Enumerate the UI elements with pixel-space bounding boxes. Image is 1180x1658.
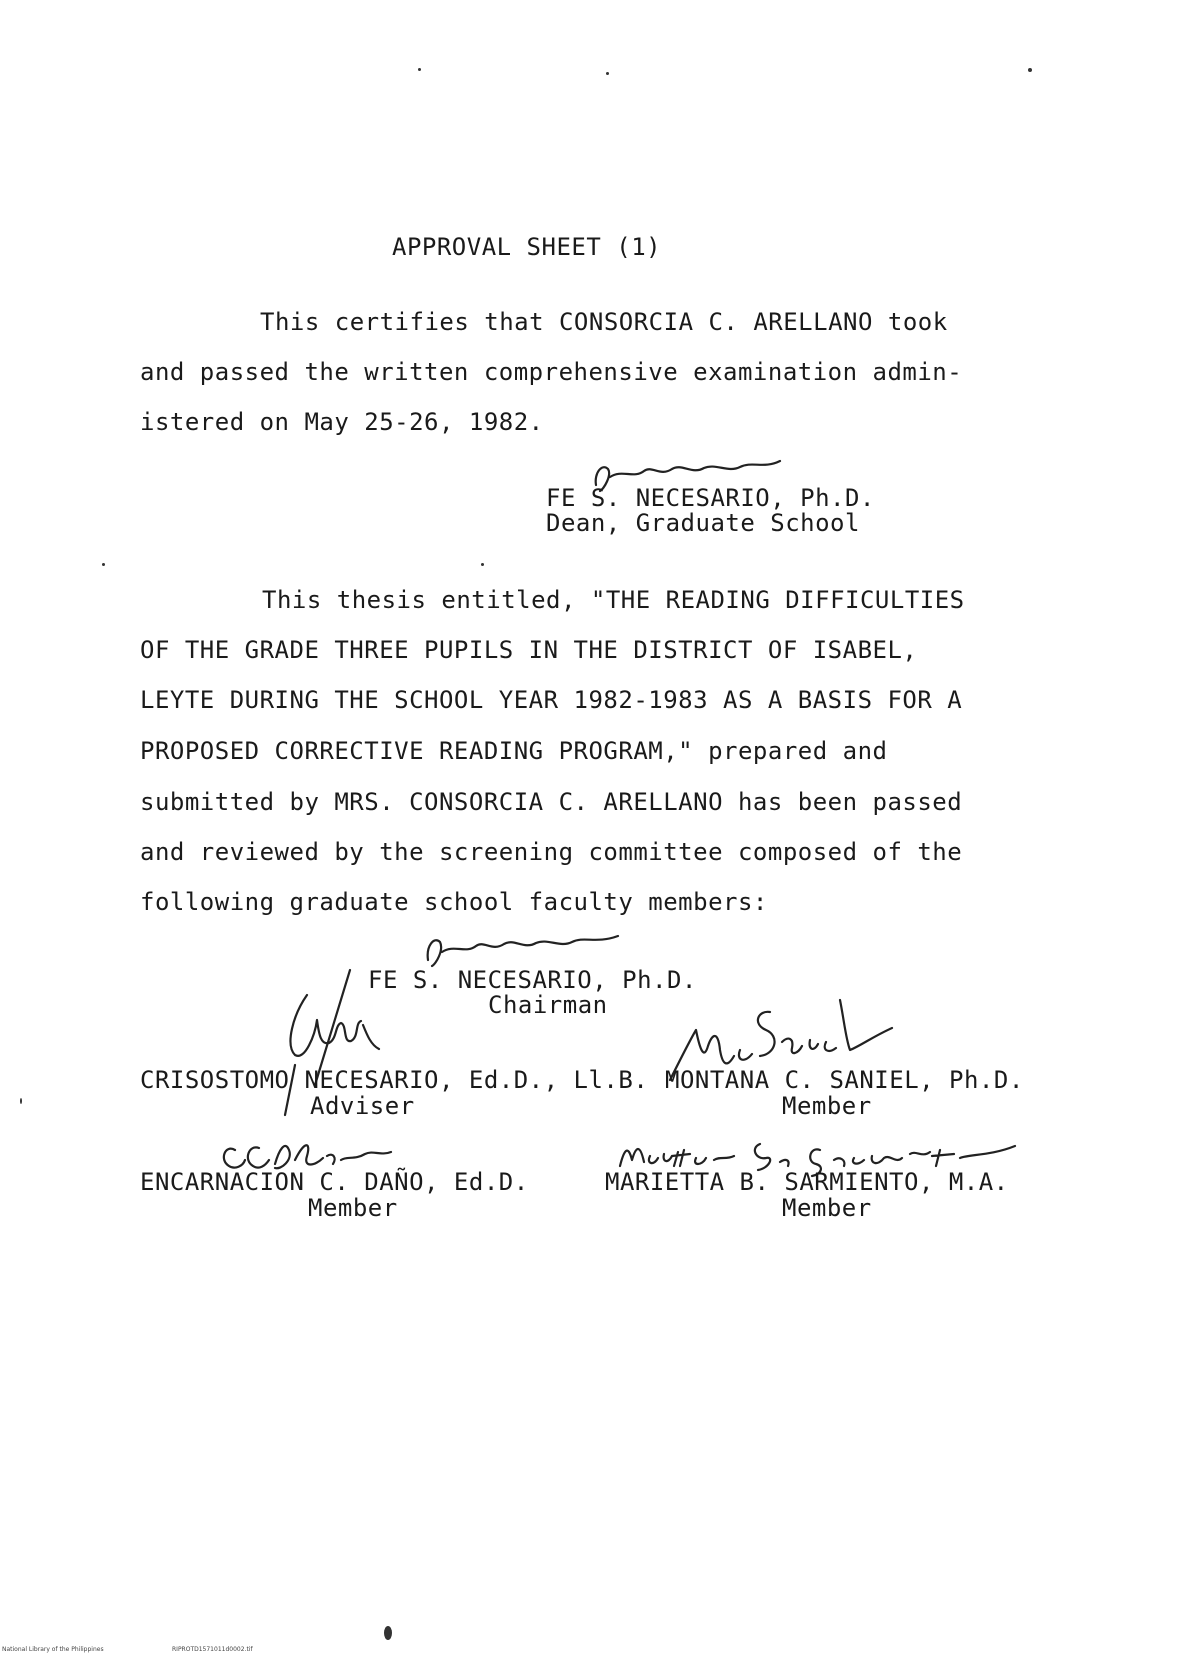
thesis-line: PROPOSED CORRECTIVE READING PROGRAM," prepared and [140, 737, 888, 765]
chairman-name: FE S. NECESARIO, Ph.D. [368, 966, 697, 994]
scan-speck [20, 1098, 22, 1104]
thesis-line: This thesis entitled, "THE READING DIFFICULTIES [262, 586, 965, 614]
member1-role: Member [782, 1092, 872, 1120]
footer-library: National Library of the Philippines [2, 1646, 104, 1653]
thesis-line: OF THE GRADE THREE PUPILS IN THE DISTRICT OF ISABEL, [140, 636, 918, 664]
footer-file: RIPROTD1571011d0002.tif [172, 1646, 253, 1653]
thesis-line: and reviewed by the screening committee composed of the [140, 838, 963, 866]
certification-line: istered on May 25-26, 1982. [140, 408, 544, 436]
dean-title: Dean, Graduate School [546, 509, 860, 537]
chairman-role: Chairman [488, 991, 608, 1019]
member3-name: MARIETTA B. SARMIENTO, M.A. [605, 1168, 1009, 1196]
adviser-role: Adviser [310, 1092, 415, 1120]
scan-speck [418, 68, 421, 71]
thesis-line: following graduate school faculty members: [140, 888, 768, 916]
member1-name: MONTANA C. SANIEL, Ph.D. [665, 1066, 1024, 1094]
adviser-name: CRISOSTOMO NECESARIO, Ed.D., Ll.B. [140, 1066, 649, 1094]
member2-name: ENCARNACION C. DAÑO, Ed.D. [140, 1168, 529, 1196]
member3-role: Member [782, 1194, 872, 1222]
certification-line: This certifies that CONSORCIA C. ARELLANO took [260, 308, 948, 336]
scan-speck [606, 72, 609, 75]
scan-speck [481, 563, 484, 566]
scan-speck [384, 1626, 392, 1640]
certification-line: and passed the written comprehensive examination admin- [140, 358, 963, 386]
thesis-line: LEYTE DURING THE SCHOOL YEAR 1982-1983 AS A BASIS FOR A [140, 686, 963, 714]
scan-speck [1028, 68, 1032, 72]
member2-role: Member [308, 1194, 398, 1222]
thesis-line: submitted by MRS. CONSORCIA C. ARELLANO has been passed [140, 788, 963, 816]
chairman-signature [418, 930, 628, 970]
scan-speck [102, 563, 105, 566]
page-title: APPROVAL SHEET (1) [392, 233, 662, 261]
dean-name: FE S. NECESARIO, Ph.D. [546, 484, 875, 512]
